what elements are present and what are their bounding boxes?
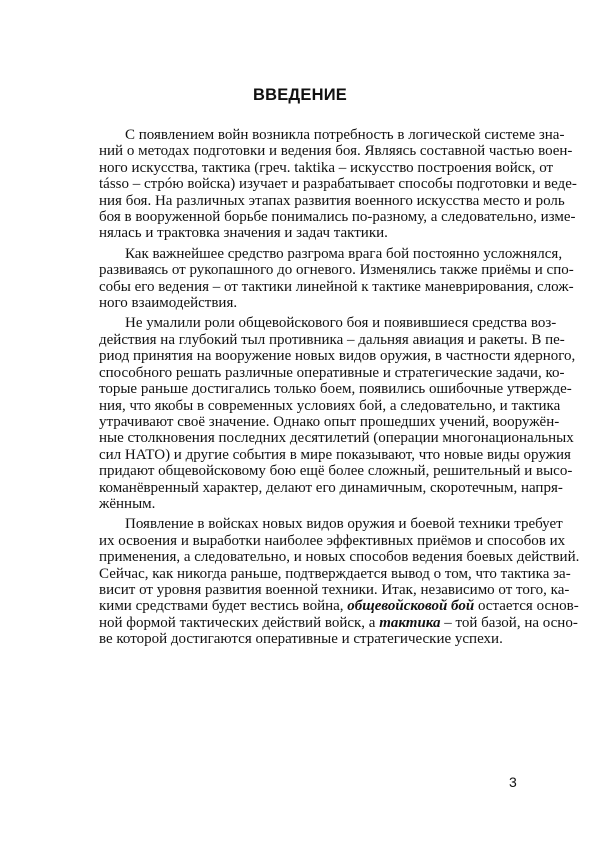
text-line: их освоения и выработки наиболее эффективных приёмов и способов их	[99, 532, 566, 549]
text-line-mixed	[99, 598, 579, 615]
text-line: С появлением войн возникла потребность в логической системе зна-	[125, 127, 565, 143]
text-segment: – той базой, на осно-	[444, 614, 578, 631]
text-line: Сейчас, как никогда раньше, подтверждается вывод о том, что тактика за-	[99, 565, 571, 582]
text-line: сил НАТО) и другие события в мире показывают, что новые виды оружия	[99, 446, 571, 463]
text-line: торые раньше достигались только боем, появились ошибочные утвержде-	[99, 381, 572, 398]
text-line: риод принятия на вооружение новых видов оружия, в частности ядерного,	[99, 348, 576, 365]
paragraph-1	[99, 127, 577, 242]
emphasis-term: общевойсковой бой	[347, 598, 475, 615]
text-line: tásso – стрóю войска) изучает и разрабатывает способы подготовки и веде-	[99, 176, 577, 193]
text-line: жённым.	[99, 495, 156, 512]
body-text	[99, 127, 580, 652]
text-line: Не умалили роли общевойскового боя и появившиеся средства воз-	[125, 315, 557, 332]
paragraph-3	[99, 315, 576, 512]
text-line: утрачивают своё значение. Однако опыт прошедших учений, вооружён-	[99, 413, 560, 430]
text-line: придают общевойсковому бою ещё более сложный, решительный и высо-	[99, 463, 573, 480]
text-line: развиваясь от рукопашного до огневого. Изменялись также приёмы и спо-	[99, 262, 574, 279]
page-heading: ВВЕДЕНИЕ	[253, 86, 347, 104]
text-line: собы его ведения – от тактики линейной к тактике маневрирования, слож-	[99, 278, 574, 295]
text-line: ний о методах подготовки и ведения боя. Являясь составной частью воен-	[99, 143, 573, 160]
text-line: нялась и трактовка значения и задач тактики.	[99, 225, 388, 242]
text-segment: ной формой тактических действий войск, а	[99, 614, 376, 631]
text-line: ве которой достигаются оперативные и стратегические успехи.	[99, 631, 503, 648]
emphasis-term: тактика	[379, 614, 441, 631]
text-line: ния, что якобы в современных условиях бой, а следовательно, и тактика	[99, 397, 561, 414]
text-segment: остается основ-	[477, 598, 579, 615]
text-line: Как важнейшее средство разгрома врага бой постоянно усложнялся,	[125, 245, 563, 262]
text-line: действия на глубокий тыл противника – дальняя авиация и ракеты. В пе-	[99, 331, 565, 348]
paragraph-4	[99, 516, 580, 648]
text-line: боя в вооруженной борьбе понимались по-разному, а следовательно, изме-	[99, 209, 576, 226]
paragraph-2	[99, 245, 574, 312]
text-line: команёвренный характер, делают его динамичным, скоротечным, напря-	[99, 479, 563, 496]
text-line: Появление в войсках новых видов оружия и боевой техники требует	[125, 516, 563, 533]
page-number: 3	[509, 774, 517, 790]
text-line: применения, а следовательно, и новых способов ведения боевых действий.	[99, 549, 580, 566]
text-line-mixed	[99, 614, 578, 631]
text-segment: кими средствами будет вестись война,	[99, 598, 344, 615]
text-line: висит от уровня развития военной техники. Итак, независимо от того, ка-	[99, 581, 570, 598]
text-line: ного искусства, тактика (греч. taktika – искусство построения войск, от	[99, 159, 554, 176]
text-line: способного решать различные оперативные и стратегические задачи, ко-	[99, 364, 565, 381]
text-line: ные столкновения последних десятилетий (операции многонациональных	[99, 430, 574, 447]
text-line: ния боя. На различных этапах развития военного искусства место и роль	[99, 192, 565, 209]
text-line: ного взаимодействия.	[99, 295, 238, 312]
